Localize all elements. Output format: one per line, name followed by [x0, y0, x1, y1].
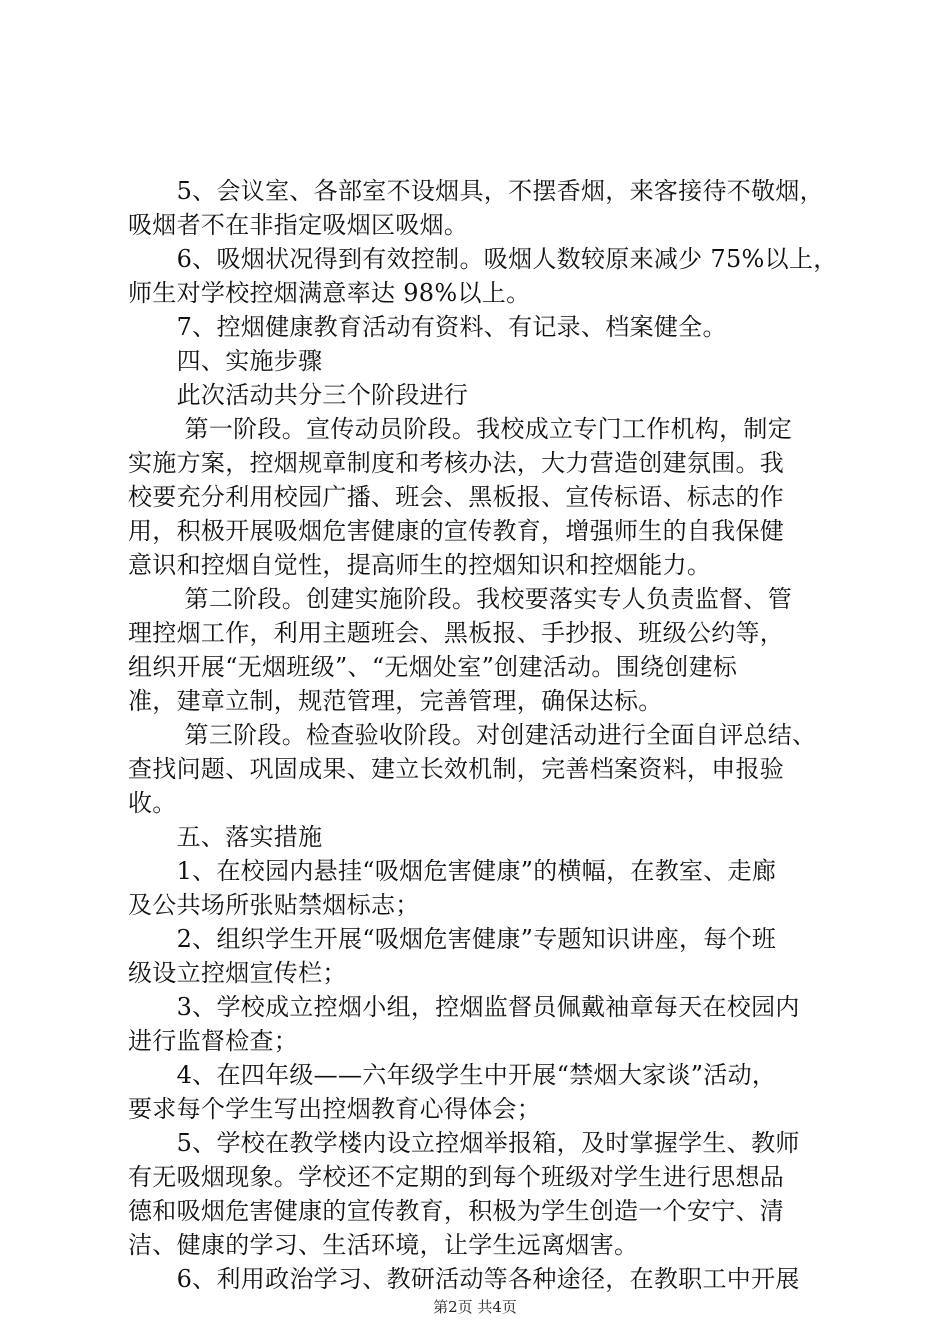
text-line: 此次活动共分三个阶段进行 — [128, 381, 469, 409]
text-line: 实施方案，控烟规章制度和考核办法，大力营造创建氛围。我 — [128, 449, 785, 477]
text-line: 意识和控烟自觉性，提高师生的控烟知识和控烟能力。 — [128, 551, 712, 579]
page-number-footer: 第2页 共4页 — [433, 1298, 517, 1316]
text-line: 查找问题、巩固成果、建立长效机制，完善档案资料，申报验 — [128, 755, 785, 783]
text-line: 准，建章立制，规范管理，完善管理，确保达标。 — [128, 687, 663, 715]
text-line: 德和吸烟危害健康的宣传教育，积极为学生创造一个安宁、清 — [128, 1197, 785, 1225]
text-line: 师生对学校控烟满意率达 98%以上。 — [128, 279, 531, 307]
text-line: 1、在校园内悬挂“吸烟危害健康”的横幅，在教室、走廊 — [128, 857, 777, 885]
text-line: 洁、健康的学习、生活环境，让学生远离烟害。 — [128, 1231, 639, 1259]
text-line: 6、利用政治学习、教研活动等各种途径，在教职工中开展 — [128, 1265, 800, 1293]
text-line: 有无吸烟现象。学校还不定期的到每个班级对学生进行思想品 — [128, 1163, 785, 1191]
document-body — [128, 174, 840, 1296]
text-line: 第一阶段。宣传动员阶段。我校成立专门工作机构，制定 — [128, 415, 793, 443]
text-line: 吸烟者不在非指定吸烟区吸烟。 — [128, 211, 469, 239]
text-line: 3、学校成立控烟小组，控烟监督员佩戴袖章每天在校园内 — [128, 993, 800, 1021]
text-line: 第二阶段。创建实施阶段。我校要落实专人负责监督、管 — [128, 585, 793, 613]
text-line: 校要充分利用校园广播、班会、黑板报、宣传标语、标志的作 — [128, 483, 785, 511]
text-line: 组织开展“无烟班级”、“无烟处室”创建活动。围绕创建标 — [128, 653, 738, 681]
text-line: 收。 — [128, 789, 177, 817]
text-line: 及公共场所张贴禁烟标志； — [128, 891, 420, 919]
text-line: 5、会议室、各部室不设烟具，不摆香烟，来客接待不敬烟， — [128, 177, 824, 205]
text-line: 7、控烟健康教育活动有资料、有记录、档案健全。 — [128, 313, 727, 341]
text-line: 理控烟工作，利用主题班会、黑板报、手抄报、班级公约等， — [128, 619, 785, 647]
text-line: 用，积极开展吸烟危害健康的宣传教育，增强师生的自我保健 — [128, 517, 785, 545]
text-line: 级设立控烟宣传栏； — [128, 959, 347, 987]
section-heading: 四、实施步骤 — [128, 347, 323, 375]
text-line: 进行监督检查； — [128, 1027, 299, 1055]
text-line: 要求每个学生写出控烟教育心得体会； — [128, 1095, 542, 1123]
text-line: 5、学校在教学楼内设立控烟举报箱，及时掌握学生、教师 — [128, 1129, 800, 1157]
text-line: 2、组织学生开展“吸烟危害健康”专题知识讲座，每个班 — [128, 925, 777, 953]
text-line: 6、吸烟状况得到有效控制。吸烟人数较原来减少 75%以上， — [128, 245, 838, 273]
text-line: 第三阶段。检查验收阶段。对创建活动进行全面自评总结、 — [128, 721, 817, 749]
section-heading: 五、落实措施 — [128, 823, 323, 851]
text-line: 4、在四年级——六年级学生中开展“禁烟大家谈”活动， — [128, 1061, 777, 1089]
